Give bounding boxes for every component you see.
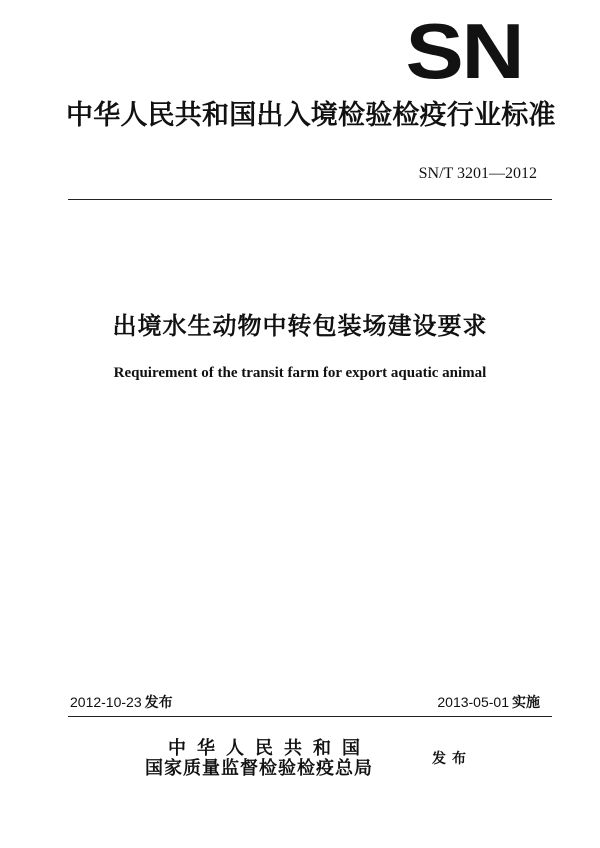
- issue-date-suffix: 发布: [144, 695, 173, 711]
- sn-logo: SN: [405, 7, 522, 95]
- document-title-en: Requirement of the transit farm for export aquatic animal: [113, 365, 487, 381]
- bottom-divider: [68, 716, 552, 717]
- document-title-cn: 出境水生动物中转包装场建设要求: [112, 312, 488, 340]
- publisher-line-2: 国家质量监督检验检疫总局: [145, 758, 373, 779]
- top-divider: [68, 199, 552, 200]
- publisher-block: [140, 739, 470, 783]
- implement-date: 2013-05-01: [437, 694, 509, 710]
- issue-date-block: [70, 693, 173, 712]
- publisher-line-1: 中华人民共和国: [168, 738, 371, 759]
- header-title: 中华人民共和国出入境检验检疫行业标准: [66, 100, 556, 131]
- standard-code: SN/T 3201—2012: [418, 165, 537, 182]
- issue-date: 2012-10-23: [70, 694, 142, 710]
- implement-date-block: [437, 693, 540, 712]
- implement-date-suffix: 实施: [512, 695, 540, 711]
- publisher-action: 发布: [432, 751, 472, 767]
